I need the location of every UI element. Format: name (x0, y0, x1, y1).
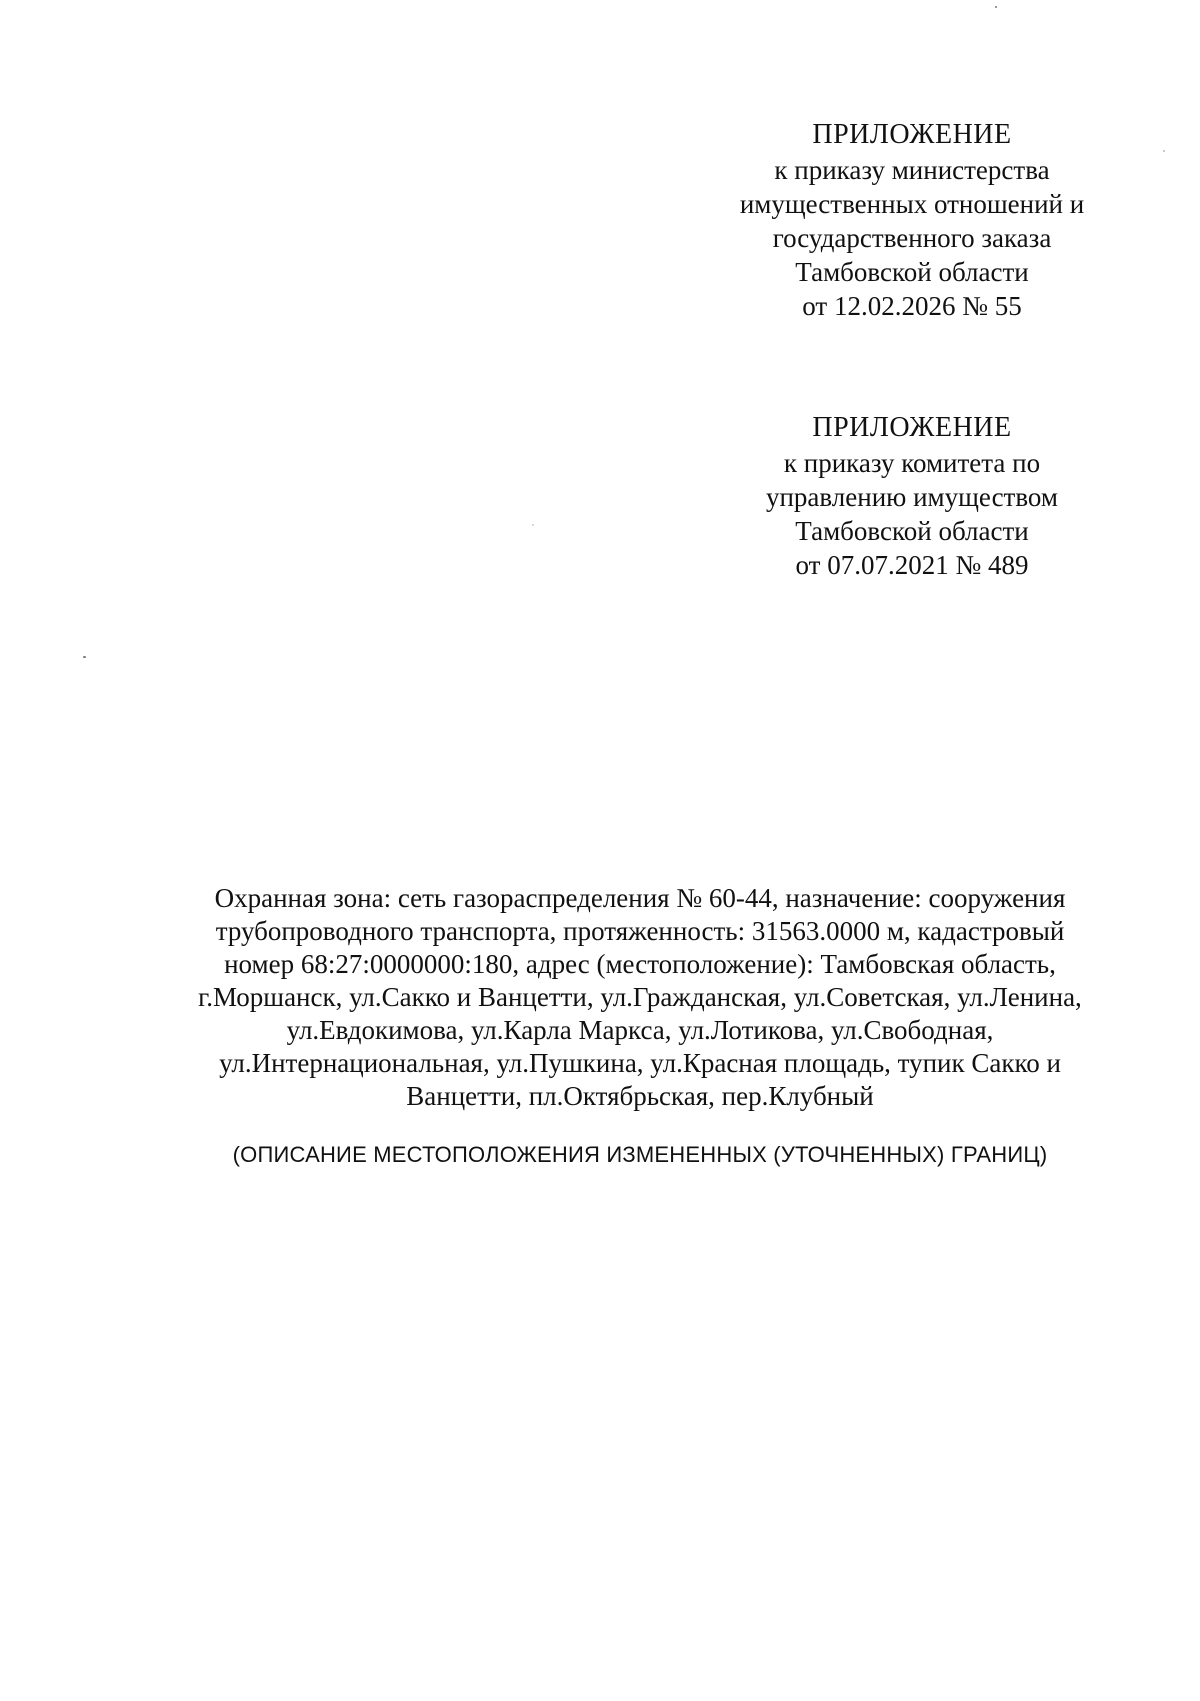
description-line: трубопроводного транспорта, протяженность: 31563.0000 м, кадастровый (215, 916, 1065, 946)
scan-speck (1163, 150, 1165, 152)
appendix-previous-order (672, 410, 1152, 582)
appendix-line: имущественных отношений и (739, 189, 1085, 219)
appendix-line: Тамбовской области (795, 257, 1029, 287)
appendix-line: государственного заказа (772, 223, 1052, 253)
scan-speck (83, 656, 86, 658)
description-line: ул.Интернациональная, ул.Пушкина, ул.Красная площадь, тупик Сакко и (219, 1048, 1061, 1078)
appendix-heading: ПРИЛОЖЕНИЕ (812, 412, 1012, 443)
description-line: номер 68:27:0000000:180, адрес (местоположение): Тамбовская область, (224, 949, 1056, 979)
appendix-heading: ПРИЛОЖЕНИЕ (812, 119, 1012, 150)
scan-speck (532, 524, 534, 526)
appendix-date-number: от 12.02.2026 № 55 (802, 291, 1022, 321)
appendix-current-order (672, 117, 1152, 323)
description-line: г.Моршанск, ул.Сакко и Ванцетти, ул.Гражданская, ул.Советская, ул.Ленина, (198, 982, 1082, 1012)
boundary-description-caption: (ОПИСАНИЕ МЕСТОПОЛОЖЕНИЯ ИЗМЕНЕННЫХ (УТОЧНЕННЫХ) ГРАНИЦ) (232, 1142, 1048, 1167)
scan-speck (995, 6, 997, 8)
protection-zone-description (150, 882, 1130, 1113)
appendix-line: к приказу комитета по (783, 448, 1041, 478)
appendix-line: Тамбовской области (795, 516, 1029, 546)
description-line: Ванцетти, пл.Октябрьская, пер.Клубный (406, 1081, 874, 1111)
description-line: Охранная зона: сеть газораспределения № 60-44, назначение: сооружения (214, 883, 1066, 913)
description-line: ул.Евдокимова, ул.Карла Маркса, ул.Лотикова, ул.Свободная, (286, 1015, 994, 1045)
appendix-line: управлению имуществом (765, 482, 1058, 512)
appendix-date-number: от 07.07.2021 № 489 (795, 550, 1029, 580)
appendix-line: к приказу министерства (774, 155, 1050, 185)
